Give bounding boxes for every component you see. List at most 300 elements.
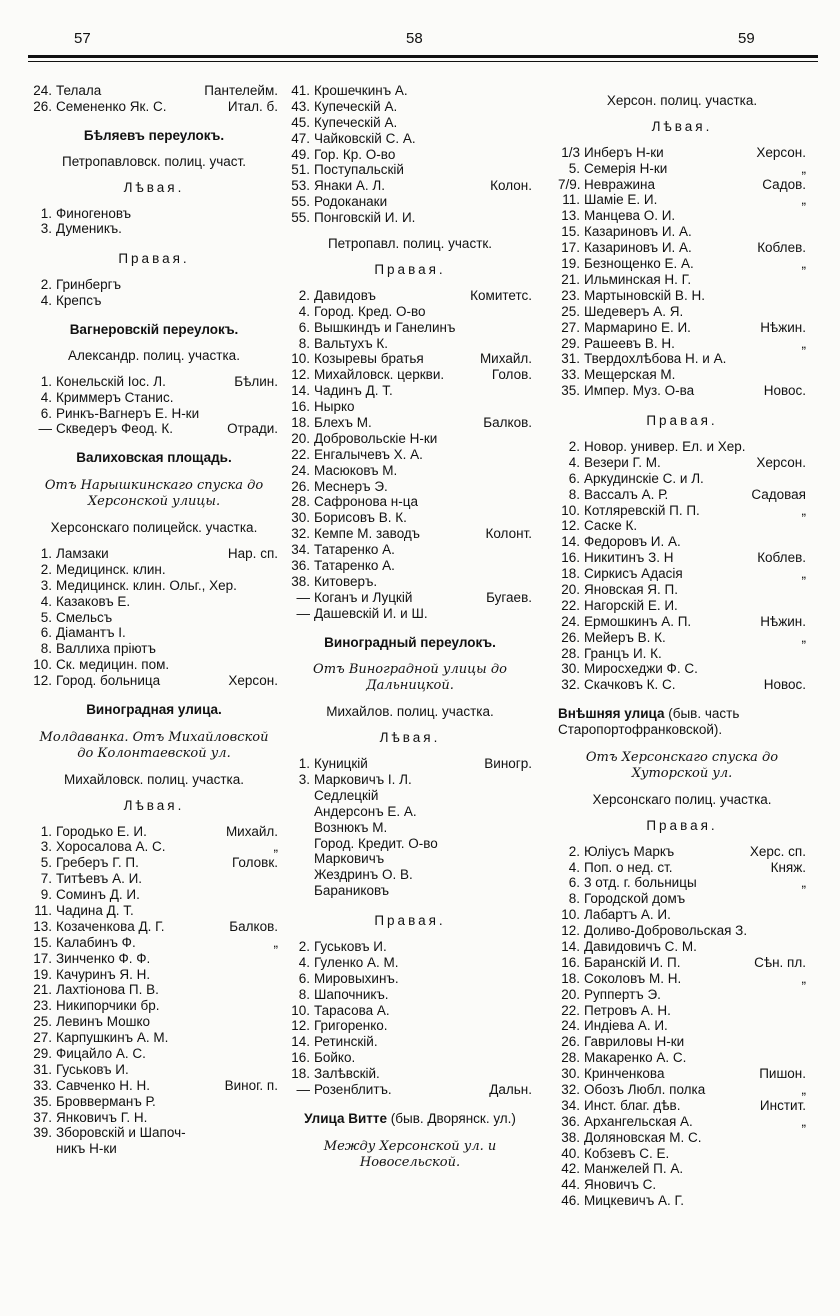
owner-name: Мартыновскій В. Н. — [584, 287, 705, 303]
owner-name: Фицайло А. С. — [56, 1045, 146, 1061]
owner-name: Смельсъ — [56, 609, 113, 625]
police-district: Херсон. полиц. участка. — [606, 93, 758, 108]
owner-name: Казариновъ И. А. — [584, 240, 692, 256]
list-item — [288, 399, 532, 415]
owner-name: Думеникъ. — [56, 221, 122, 237]
cross-street: Пантелейм. — [204, 83, 278, 98]
house-number: 21. — [33, 982, 52, 998]
list-item — [558, 288, 806, 304]
list-item — [288, 162, 532, 178]
owner-name: Гуленко А. М. — [314, 954, 399, 970]
house-number: 10. — [291, 1002, 310, 1018]
list-item — [30, 625, 278, 641]
owner-name: Бараниковъ — [314, 883, 390, 899]
owner-name: Мировыхинъ. — [314, 970, 399, 986]
owner-name: Калабинъ Ф. — [56, 934, 136, 950]
house-number: 2. — [298, 287, 310, 303]
column-right — [558, 83, 806, 1209]
house-number: 1. — [40, 545, 52, 561]
owner-name: Мейеръ В. К. — [584, 629, 666, 645]
house-number: 16. — [561, 550, 580, 566]
spacer — [30, 237, 278, 245]
cross-street: Новос. — [763, 383, 806, 399]
street-side-label: Правая. — [374, 261, 446, 277]
owner-name: Семерія Н-ки — [584, 160, 668, 176]
house-number: 20. — [561, 581, 580, 597]
house-number: 23. — [561, 287, 580, 303]
owner-name: Шапочникъ. — [314, 986, 389, 1002]
list-item — [558, 1082, 806, 1098]
cross-street: Херсон. — [756, 454, 806, 470]
owner-name: Обозъ Любл. полка — [584, 1082, 706, 1098]
house-number: 4. — [568, 454, 580, 470]
house-number: 20. — [291, 430, 310, 446]
street-note: (быв. часть Старопортофранковской). — [558, 706, 740, 738]
house-number: 26. — [561, 629, 580, 645]
house-number: 4. — [40, 593, 52, 609]
street-side-label: Правая. — [374, 913, 446, 929]
owner-name: Титѣевъ А. И. — [56, 871, 143, 887]
list-item — [558, 145, 806, 161]
owner-name: Янаки А. Л. — [314, 178, 386, 194]
owner-name: Федоровъ И. А. — [584, 534, 681, 550]
owner-name: Меснеръ Э. — [314, 478, 388, 494]
owner-name: Никипорчики бр. — [56, 998, 160, 1014]
house-number: 32. — [561, 1082, 580, 1098]
column-left — [30, 83, 278, 1157]
list-item — [558, 844, 806, 860]
owner-name: Никитинъ З. Н — [584, 550, 674, 566]
owner-name: Гуськовъ И. — [314, 938, 387, 954]
list-item — [288, 851, 532, 867]
house-number: 14. — [561, 939, 580, 954]
street-side-label: Лѣвая. — [651, 118, 713, 134]
section-heading — [288, 1111, 532, 1127]
list-item — [30, 903, 278, 919]
cross-street: Херс. сп. — [749, 843, 806, 859]
street-name: Валиховская площадь. — [76, 450, 232, 466]
house-number: 29. — [33, 1045, 52, 1061]
list-item — [558, 487, 806, 503]
house-number: 28. — [291, 494, 310, 510]
list-item — [558, 923, 806, 939]
list-item — [558, 582, 806, 598]
house-number: 1. — [40, 205, 52, 221]
owner-name: Юліусъ Маркъ — [584, 843, 675, 859]
house-number: 53. — [291, 178, 310, 194]
list-item — [558, 1098, 806, 1114]
police-district: Михайлов. полиц. участка. — [326, 704, 494, 720]
street-side-label: Лѣвая. — [123, 179, 185, 195]
cross-street: „ — [801, 160, 806, 176]
house-number: 22. — [561, 1002, 580, 1018]
house-number: 13. — [33, 918, 52, 934]
list-item — [30, 406, 278, 422]
house-number: 4. — [298, 303, 310, 319]
house-number: 7. — [40, 871, 52, 887]
owner-name: Купеческій А. — [314, 98, 398, 114]
owner-name: Татаренко А. — [314, 542, 395, 558]
owner-name: Качуринъ Я. Н. — [56, 966, 151, 982]
street-name: Виноградный переулокъ. — [324, 634, 496, 650]
house-number: 12. — [291, 1018, 310, 1034]
house-number: 31. — [561, 351, 580, 367]
cross-street: Комитетс. — [470, 287, 532, 303]
cross-street: Инстит. — [759, 1097, 806, 1113]
police-district: Александр. полиц. участка. — [68, 347, 240, 363]
house-number: 30. — [291, 510, 310, 526]
list-item — [558, 955, 806, 971]
house-number: 24. — [561, 613, 580, 629]
house-number: 8. — [298, 986, 310, 1002]
list-item — [288, 288, 532, 304]
cross-street: „ — [801, 1113, 806, 1129]
owner-name: Семененко Як. С. — [56, 98, 167, 114]
owner-name: Твердохлѣбова Н. и А. — [584, 351, 727, 367]
owner-name: Андерсонъ Е. А. — [314, 803, 417, 819]
cross-street: „ — [801, 502, 806, 518]
house-number: 4. — [568, 859, 580, 875]
house-number: 36. — [291, 557, 310, 573]
house-number: 14. — [561, 534, 580, 550]
house-number: 55. — [291, 210, 310, 226]
owner-name: Янковичъ Г. Н. — [56, 1109, 148, 1125]
owner-name: Инберъ Н-ки — [584, 144, 664, 160]
list-item — [288, 147, 532, 163]
house-number: 4. — [298, 954, 310, 970]
list-item — [30, 1030, 278, 1046]
owner-name: Поп. о нед. ст. — [584, 859, 673, 875]
list-item — [558, 367, 806, 383]
owner-name: Мицкевичъ А. Г. — [584, 1193, 684, 1209]
list-item — [30, 1110, 278, 1126]
list-item — [30, 594, 278, 610]
house-number: 18. — [291, 1066, 310, 1082]
house-number: 44. — [561, 1177, 580, 1193]
list-item — [30, 221, 278, 237]
owner-name: Гранцъ И. К. — [584, 645, 662, 661]
owner-name: Михайловск. церкви. — [314, 367, 445, 383]
list-item — [558, 439, 806, 455]
list-item — [30, 855, 278, 871]
police-district: Михайловск. полиц. участка. — [63, 771, 244, 787]
list-item — [558, 1114, 806, 1130]
house-number: 22. — [561, 597, 580, 613]
police-district: Петропавл. полиц. участк. — [327, 236, 493, 252]
owner-name: Соминъ Д. И. — [56, 887, 140, 903]
list-item — [288, 83, 532, 99]
house-number: 26. — [291, 478, 310, 494]
house-number: 8. — [298, 335, 310, 351]
list-item — [288, 804, 532, 820]
owner-name: Зинченко Ф. Ф. — [56, 950, 151, 966]
list-item — [30, 1062, 278, 1078]
owner-name: Город. Кредит. О-во — [314, 835, 438, 851]
house-number: 6. — [568, 470, 580, 486]
owner-name: Енгалычевъ Х. А. — [314, 446, 423, 462]
list-item — [30, 673, 278, 689]
house-number: 38. — [561, 1129, 580, 1145]
cross-street: Колонт. — [485, 526, 532, 542]
owner-name: Коганъ и Луцкій — [314, 589, 413, 605]
list-item — [558, 677, 806, 693]
owner-name: Петровъ А. Н. — [584, 1002, 671, 1018]
owner-name: Гринбергъ — [56, 277, 122, 293]
list-item — [288, 304, 532, 320]
house-number: 3. — [298, 771, 310, 787]
house-number: 7/9. — [558, 176, 581, 192]
spacer — [558, 399, 806, 407]
cross-street: Садовая — [751, 486, 806, 502]
section-heading — [30, 450, 278, 466]
list-item — [558, 518, 806, 534]
house-number: 22. — [291, 446, 310, 462]
owner-name: Крепсъ — [56, 293, 102, 309]
cross-street: „ — [801, 335, 806, 351]
house-number: 16. — [561, 954, 580, 970]
owner-name: Казариновъ И. А. — [584, 224, 692, 240]
owner-name: Крошечкинъ А. — [314, 83, 408, 98]
house-number: 26. — [561, 1034, 580, 1050]
house-number: 16. — [291, 399, 310, 415]
list-item — [30, 374, 278, 390]
house-number: 11. — [562, 192, 580, 208]
house-number: 49. — [291, 146, 310, 162]
house-number: 6. — [568, 875, 580, 891]
list-item — [558, 1003, 806, 1019]
house-number: 55. — [291, 194, 310, 210]
owner-name: Греберъ Г. П. — [56, 855, 139, 871]
cross-street: Нѣжин. — [760, 613, 806, 629]
house-number: 5. — [568, 160, 580, 176]
list-item — [288, 510, 532, 526]
house-number: 2. — [568, 843, 580, 859]
street-route: Отъ Херсонскаго спуска до Хуторской ул. — [585, 750, 779, 781]
cross-street: Пишон. — [759, 1066, 806, 1082]
owner-name: Залѣвскій. — [314, 1066, 380, 1082]
cross-street: Михайл. — [225, 823, 278, 839]
cross-street: „ — [273, 839, 278, 855]
cross-street: Балков. — [483, 414, 532, 430]
list-item — [288, 210, 532, 226]
owner-name: Марковичъ І. Л. — [314, 771, 412, 787]
owner-name: Седлецкій — [314, 787, 379, 803]
cross-street: „ — [801, 566, 806, 582]
list-item — [288, 574, 532, 590]
owner-name: Конельскій Іос. Л. — [56, 373, 166, 389]
owner-name: Татаренко А. — [314, 557, 395, 573]
owner-name: Григоренко. — [314, 1018, 388, 1034]
owner-name: Котляревскій П. П. — [584, 502, 700, 518]
list-item — [30, 998, 278, 1014]
house-number: 6. — [298, 970, 310, 986]
house-number: 8. — [40, 641, 52, 657]
cross-street: Колон. — [490, 178, 532, 194]
cross-street: Бѣлин. — [234, 373, 278, 389]
owner-name: Козаченкова Д. Г. — [56, 918, 165, 934]
owner-name: Родоканаки — [314, 194, 388, 210]
street-name: Бѣляевъ переулокъ. — [83, 127, 225, 143]
list-item — [558, 240, 806, 256]
house-number: 14. — [291, 1034, 310, 1050]
owner-name: Давидовичъ С. М. — [584, 939, 697, 954]
house-number: 18. — [561, 970, 580, 986]
owner-name: Добровольскіе Н-ки — [314, 430, 438, 446]
street-side-label: Лѣвая. — [379, 730, 441, 746]
owner-name: Понговскій И. И. — [314, 210, 416, 226]
list-item — [558, 875, 806, 891]
cross-street: Бугаев. — [486, 589, 532, 605]
cross-street: Виног. п. — [224, 1077, 278, 1093]
cross-street: Отради. — [227, 421, 278, 437]
list-item — [288, 971, 532, 987]
house-number: 36. — [561, 1113, 580, 1129]
list-item — [288, 320, 532, 336]
list-item — [558, 1161, 806, 1177]
owner-name: Мармарино Е. И. — [584, 319, 691, 335]
page-number-left: 57 — [74, 30, 91, 47]
list-item — [558, 304, 806, 320]
house-number: 25. — [33, 1014, 52, 1030]
list-item — [288, 1034, 532, 1050]
list-item — [558, 503, 806, 519]
list-item — [30, 610, 278, 626]
house-number: 21. — [561, 271, 580, 287]
owner-name: Бровверманъ Р. — [56, 1093, 156, 1109]
owner-name: Медицинск. клин. — [56, 561, 166, 577]
list-item — [558, 161, 806, 177]
house-number: 19. — [561, 256, 580, 272]
list-item — [30, 99, 278, 115]
list-item — [30, 421, 278, 437]
owner-name: Нырко — [314, 399, 355, 415]
owner-name: Гуськовъ И. — [56, 1061, 129, 1077]
house-number: 38. — [291, 573, 310, 589]
house-number: 30. — [561, 1066, 580, 1082]
cross-street: Михайл. — [479, 351, 532, 367]
header-rule-thin — [28, 61, 818, 62]
list-item — [558, 987, 806, 1003]
list-item — [30, 967, 278, 983]
list-item — [558, 598, 806, 614]
house-number: 2. — [40, 277, 52, 293]
owner-name: Борисовъ В. К. — [314, 510, 407, 526]
house-number: 2. — [568, 438, 580, 454]
list-item — [30, 546, 278, 562]
house-number: 11. — [34, 902, 52, 918]
page-number-right: 59 — [738, 30, 755, 47]
list-item — [30, 578, 278, 594]
list-item — [288, 415, 532, 431]
list-item — [288, 1066, 532, 1082]
house-number: 5. — [40, 609, 52, 625]
owner-name: Кринченкова — [584, 1066, 665, 1082]
cross-street: Коблев. — [757, 240, 806, 256]
owner-name: Рашеевъ В. Н. — [584, 335, 675, 351]
house-number: 6. — [298, 319, 310, 335]
house-number: — — [38, 421, 52, 437]
owner-name: Чадина Д. Т. — [56, 902, 134, 918]
house-number: 27. — [33, 1030, 52, 1046]
list-item — [558, 534, 806, 550]
list-item — [30, 839, 278, 855]
page-number-center: 58 — [406, 30, 423, 47]
list-item — [288, 1082, 532, 1098]
cross-street: Нѣжин. — [760, 319, 806, 335]
house-number: 24. — [561, 1018, 580, 1034]
cross-street: Княж. — [770, 859, 806, 875]
list-item — [558, 1177, 806, 1193]
list-item — [288, 987, 532, 1003]
list-item — [288, 590, 532, 606]
list-item — [30, 293, 278, 309]
list-item — [558, 320, 806, 336]
owner-name: Город. больница — [56, 673, 161, 689]
house-number: 16. — [291, 1050, 310, 1066]
house-number: 34. — [561, 1097, 580, 1113]
list-item — [30, 641, 278, 657]
owner-name: Шедеверъ А. Я. — [584, 303, 684, 319]
cross-street: Херсон. — [756, 144, 806, 160]
list-item — [288, 939, 532, 955]
house-number: 10. — [33, 657, 52, 673]
owner-name: Архангельская А. — [584, 1113, 693, 1129]
house-number: 18. — [291, 414, 310, 430]
list-item — [288, 178, 532, 194]
list-item — [288, 836, 532, 852]
owner-name: никъ Н-ки — [56, 1141, 117, 1157]
list-item — [288, 115, 532, 131]
list-item — [30, 1125, 278, 1141]
house-number: 28. — [561, 1050, 580, 1066]
list-item — [288, 788, 532, 804]
list-item — [558, 891, 806, 907]
list-item — [30, 277, 278, 293]
house-number: — — [296, 605, 310, 621]
owner-name: Руппертъ Э. — [584, 986, 661, 1002]
house-number: 27. — [561, 319, 580, 335]
owner-name: Ринкъ-Вагнеръ Е. Н-ки — [56, 405, 200, 421]
list-item — [30, 1014, 278, 1030]
house-number: 34. — [291, 542, 310, 558]
section-heading — [30, 702, 278, 718]
house-number: 5. — [40, 855, 52, 871]
house-number: 1. — [40, 823, 52, 839]
list-item — [30, 919, 278, 935]
cross-street: Херсон. — [228, 673, 278, 689]
owner-name: Макаренко А. С. — [584, 1050, 687, 1066]
owner-name: Инст. благ. дѣв. — [584, 1097, 681, 1113]
list-item — [30, 824, 278, 840]
owner-name: Хоросалова А. С. — [56, 839, 166, 855]
owner-name: Ламзаки — [56, 545, 109, 561]
owner-name: Медицинск. клин. Ольг., Хер. — [56, 577, 237, 593]
owner-name: Розенблитъ. — [314, 1082, 392, 1097]
owner-name: Телала — [56, 83, 102, 98]
list-item — [558, 383, 806, 399]
house-number: 43. — [291, 98, 310, 114]
house-number: 6. — [40, 405, 52, 421]
list-item — [288, 131, 532, 147]
list-item — [288, 99, 532, 115]
cross-street: „ — [801, 875, 806, 891]
house-number: 3. — [40, 221, 52, 237]
owner-name: Китоверъ. — [314, 573, 378, 589]
house-number: 17. — [33, 950, 52, 966]
owner-name: Невражина — [584, 176, 655, 192]
street-side-label: Правая. — [646, 413, 718, 429]
list-item — [558, 646, 806, 662]
